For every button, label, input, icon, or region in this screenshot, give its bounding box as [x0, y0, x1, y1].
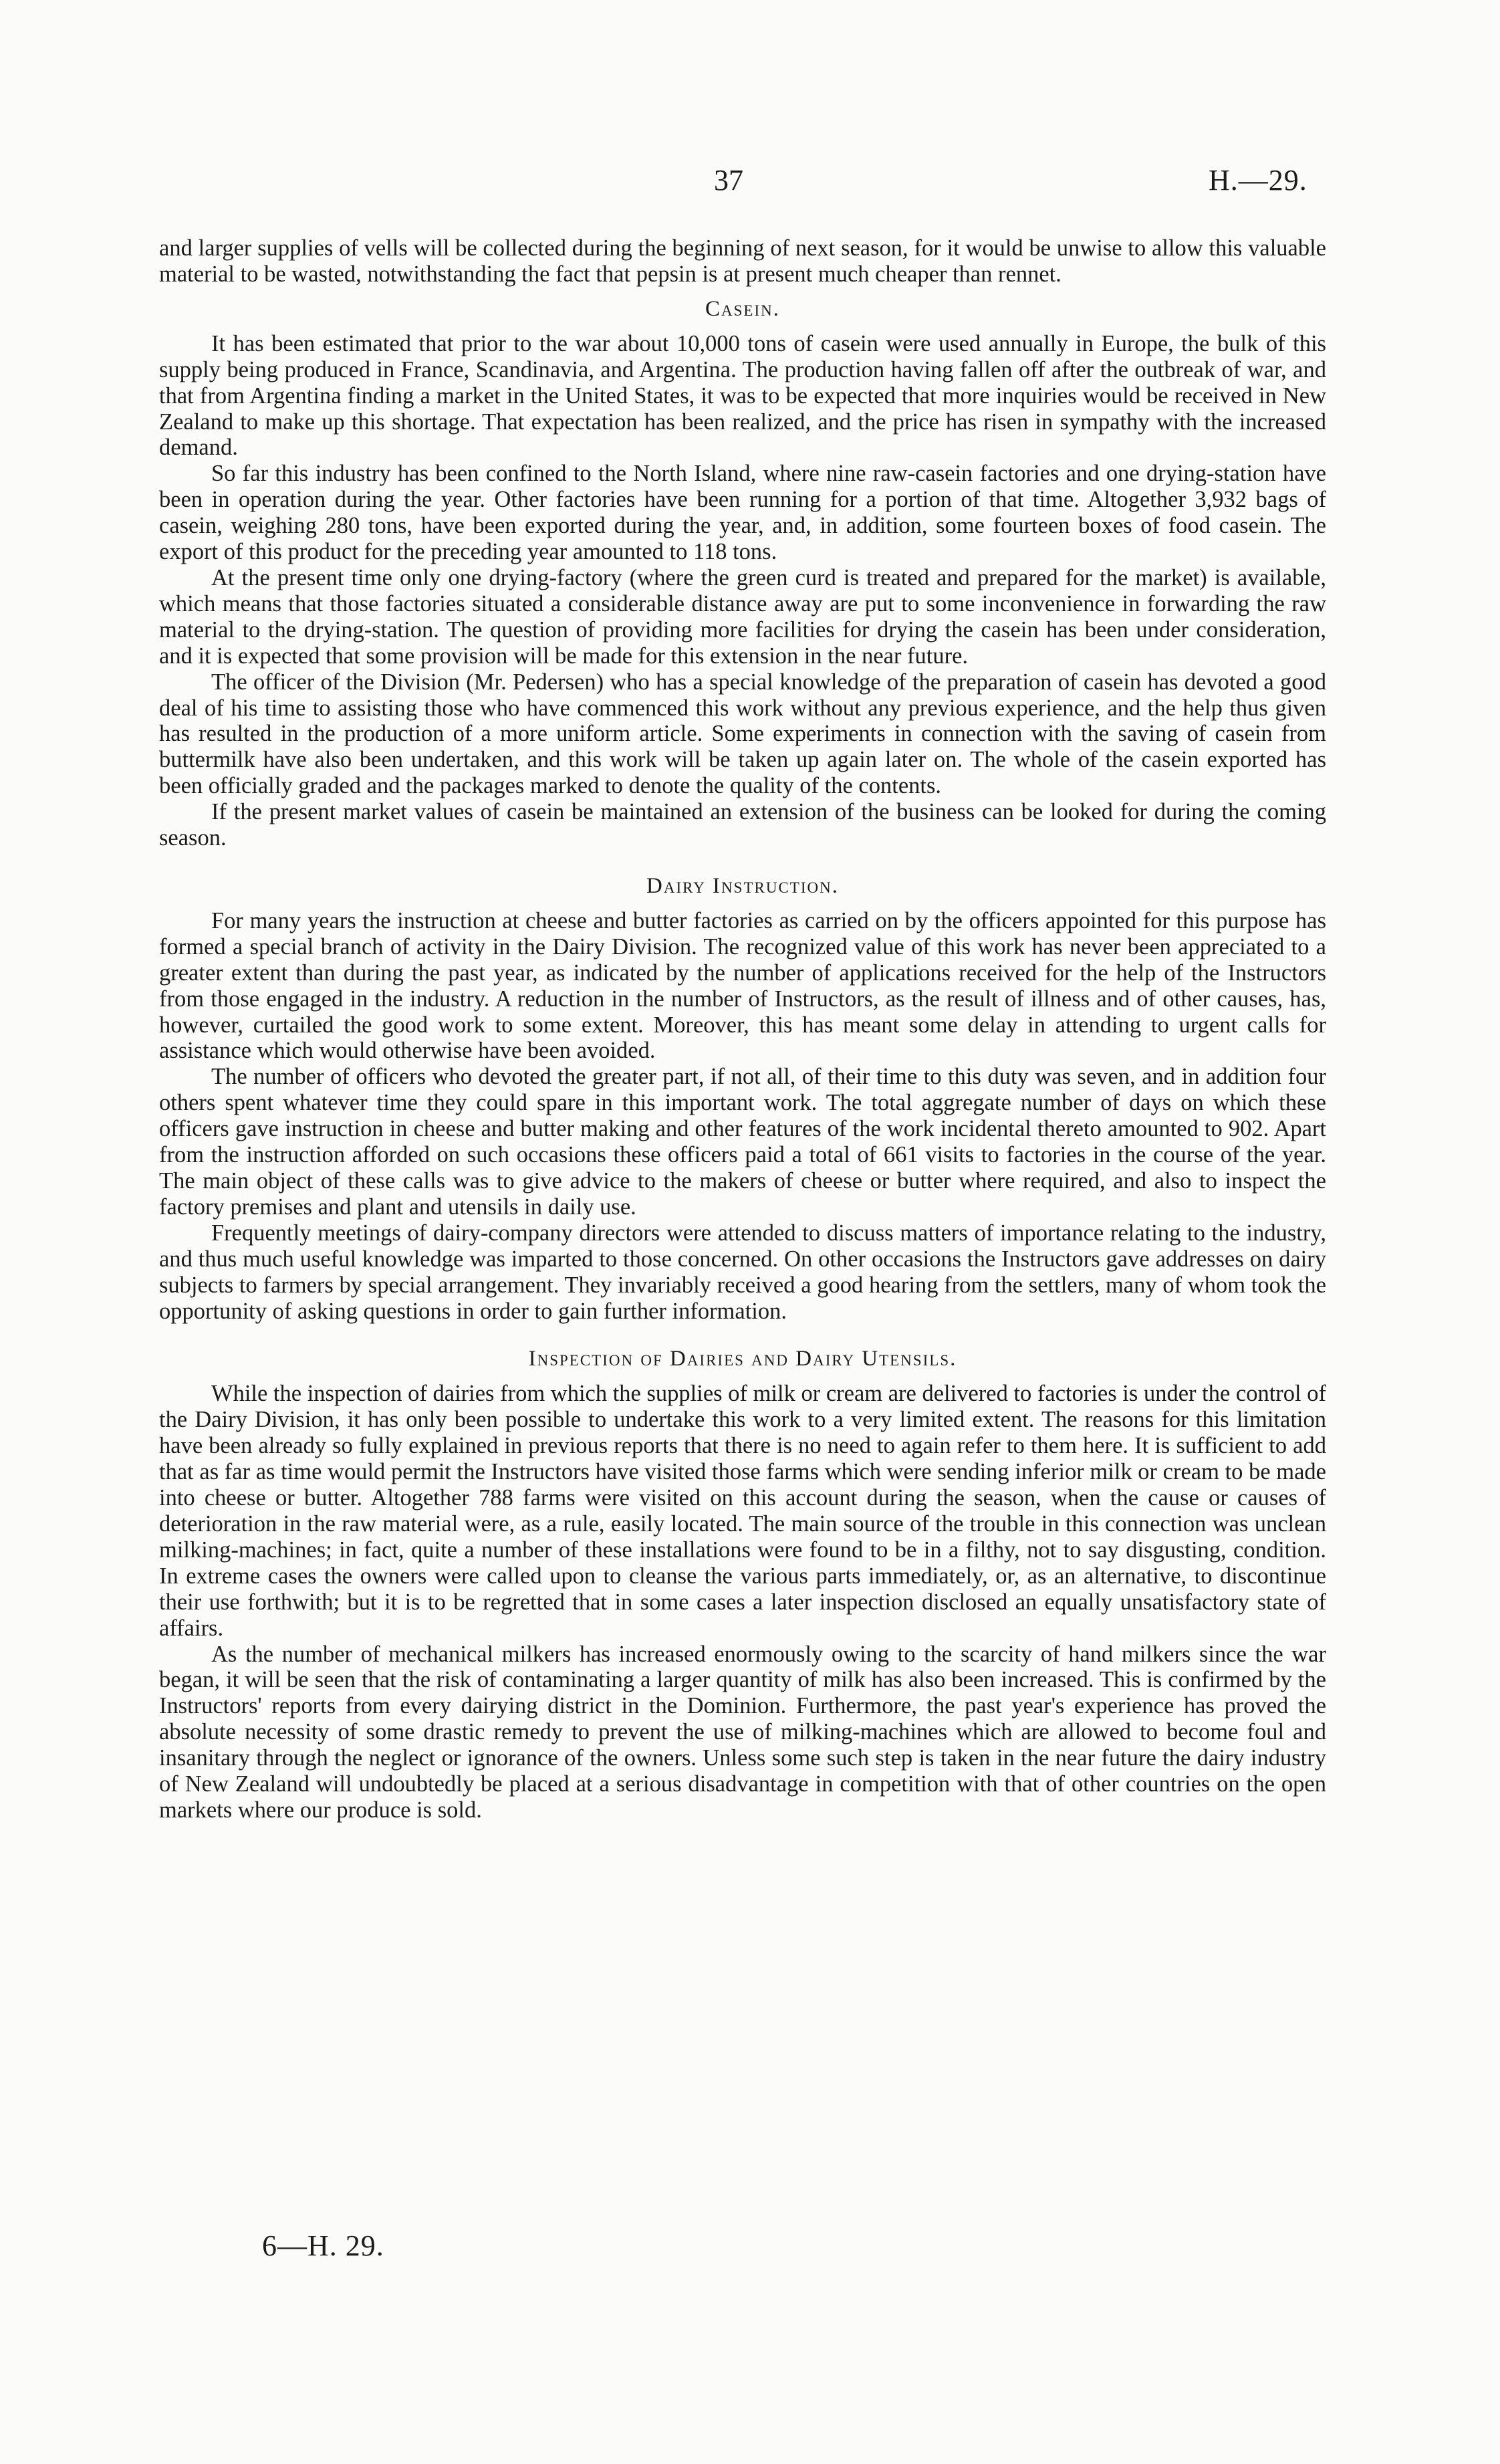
continued-paragraph: and larger supplies of vells will be collected during the beginning of next season, for it would be unwise to allow this valuable material to be wasted, notwithstanding the fact that pepsin is at present much cheaper than rennet.	[159, 235, 1326, 287]
paragraph: The number of officers who devoted the greater part, if not all, of their time to this duty was seven, and in addition four others spent whatever time they could spare in this important work. The total aggregate number of days on which these officers gave instruction in cheese and butter making and other features of the work incidental thereto amounted to 902. Apart from the instruction afforded on such occasions these officers paid a total of 661 visits to factories in the course of the year. The main object of these calls was to give advice to the makers of cheese or butter where required, and also to inspect the factory premises and plant and utensils in daily use.	[159, 1064, 1326, 1220]
section-heading-casein: Casein.	[705, 296, 780, 321]
page-header	[0, 163, 1500, 203]
paragraph: Frequently meetings of dairy-company directors were attended to discuss matters of importance relating to the industry, and thus much useful knowledge was imparted to those concerned. On other occasions the Instructors gave addresses on dairy subjects to farmers by special arrangement. They invariably received a good hearing from the settlers, many of whom took the opportunity of asking questions in order to gain further information.	[159, 1220, 1326, 1324]
paragraph: It has been estimated that prior to the war about 10,000 tons of casein were used annually in Europe, the bulk of this supply being produced in France, Scandinavia, and Argentina. The production having fallen off after the outbreak of war, and that from Argentina finding a market in the United States, it was to be expected that more inquiries would be received in New Zealand to make up this shortage. That expectation has been realized, and the price has risen in sympathy with the increased demand.	[159, 330, 1326, 461]
footer-signature: 6—H. 29.	[262, 2229, 384, 2262]
paragraph: As the number of mechanical milkers has increased enormously owing to the scarcity of hand milkers since the war began, it will be seen that the risk of contaminating a larger quantity of milk has also been increased. This is confirmed by the Instructors' reports from every dairying district in the Dominion. Furthermore, the past year's experience has proved the absolute necessity of some drastic remedy to prevent the use of milking-machines which are allowed to become foul and insanitary through the neglect or ignorance of the owners. Unless some such step is taken in the near future the dairy industry of New Zealand will undoubtedly be placed at a serious disadvantage in competition with that of other countries on the open markets where our produce is sold.	[159, 1641, 1326, 1823]
page-number: 37	[714, 164, 743, 197]
paragraph: If the present market values of casein be maintained an extension of the business can be looked for during the coming season.	[159, 799, 1326, 851]
section-heading-inspection: Inspection of Dairies and Dairy Utensils.	[528, 1347, 957, 1371]
document-reference: H.—29.	[1209, 164, 1307, 197]
paragraph: The officer of the Division (Mr. Pedersen) who has a special knowledge of the preparation of casein has devoted a good deal of his time to assisting those who have commenced this work without any previous experience, and the help thus given has resulted in the production of a more uniform article. Some experiments in connection with the saving of casein from buttermilk have also been undertaken, and this work will be taken up again later on. The whole of the casein exported has been officially graded and the packages marked to denote the quality of the contents.	[159, 669, 1326, 799]
paragraph: At the present time only one drying-factory (where the green curd is treated and prepared for the market) is available, which means that those factories situated a considerable distance away are put to some inconvenience in forwarding the raw material to the drying-station. The question of providing more facilities for drying the casein has been under consideration, and it is expected that some provision will be made for this extension in the near future.	[159, 564, 1326, 669]
paragraph: While the inspection of dairies from which the supplies of milk or cream are delivered to factories is under the control of the Dairy Division, it has only been possible to undertake this work to a very limited extent. The reasons for this limitation have been already so fully explained in previous reports that there is no need to again refer to them here. It is sufficient to add that as far as time would permit the Instructors have visited those farms which were sending inferior milk or cream to be made into cheese or butter. Altogether 788 farms were visited on this account during the season, when the cause or causes of deterioration in the raw material were, as a rule, easily located. The main source of the trouble in this connection was unclean milking-machines; in fact, quite a number of these installations were found to be in a filthy, not to say disgusting, condition. In extreme cases the owners were called upon to cleanse the various parts immediately, or, as an alternative, to discontinue their use forthwith; but it is to be regretted that in some cases a later inspection disclosed an equally unsatisfactory state of affairs.	[159, 1381, 1326, 1641]
section-heading-dairy-instruction: Dairy Instruction.	[646, 873, 839, 898]
report-body	[159, 235, 1326, 1823]
paragraph: So far this industry has been confined to the North Island, where nine raw-casein factories and one drying-station have been in operation during the year. Other factories have been running for a portion of that time. Altogether 3,932 bags of casein, weighing 280 tons, have been exported during the year, and, in addition, some fourteen boxes of food casein. The export of this product for the preceding year amounted to 118 tons.	[159, 461, 1326, 565]
paragraph: For many years the instruction at cheese and butter factories as carried on by the officers appointed for this purpose has formed a special branch of activity in the Dairy Division. The recognized value of this work has never been appreciated to a greater extent than during the past year, as indicated by the number of applications received for the help of the Instructors from those engaged in the industry. A reduction in the number of Instructors, as the result of illness and of other causes, has, however, curtailed the good work to some extent. Moreover, this has meant some delay in attending to urgent calls for assistance which would otherwise have been avoided.	[159, 907, 1326, 1064]
